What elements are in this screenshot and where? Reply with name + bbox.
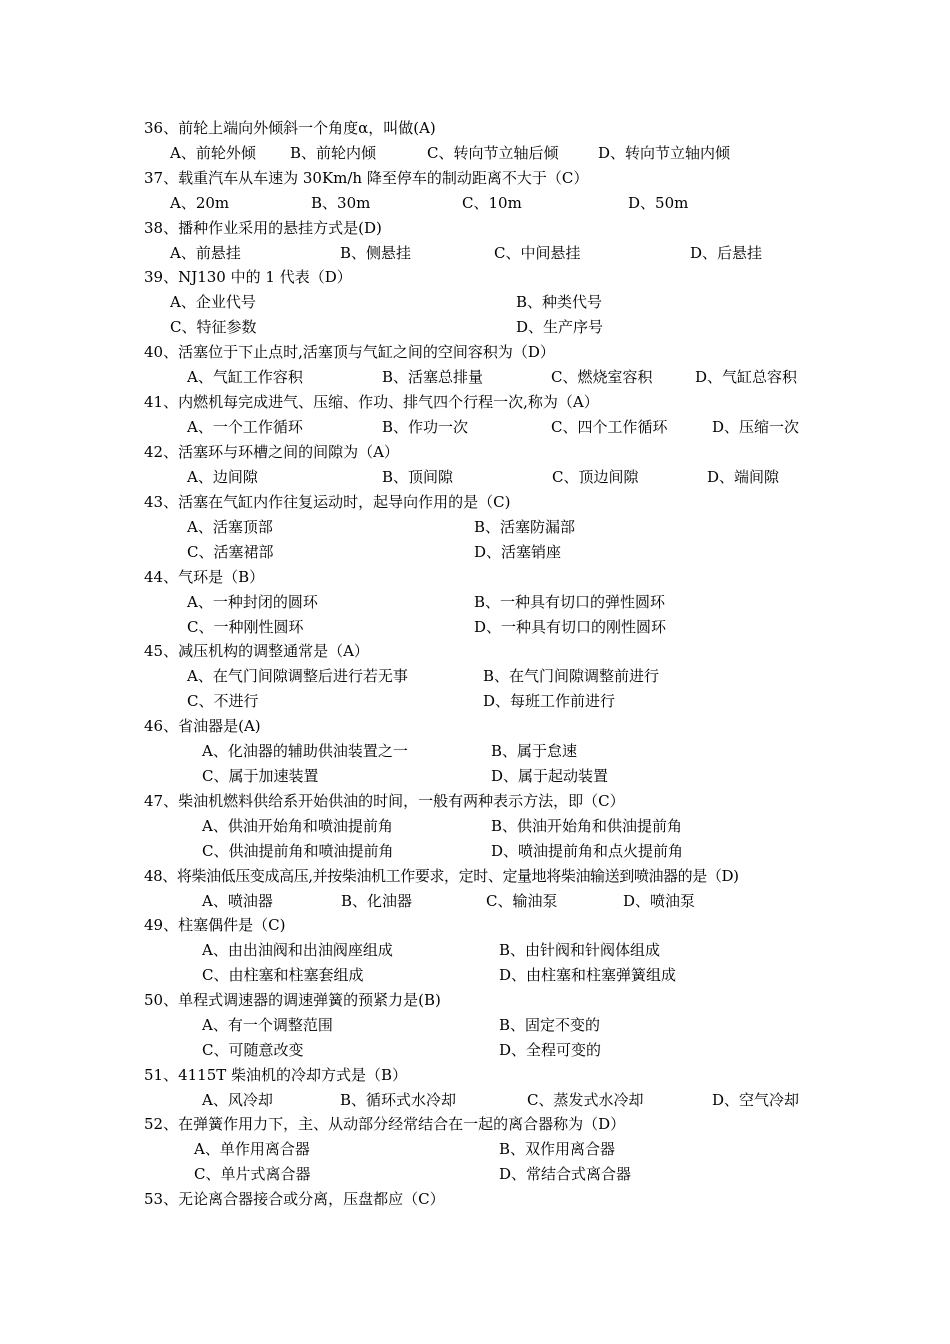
question-43: 43、活塞在气缸内作往复运动时，起导向作用的是（C): [144, 493, 511, 511]
option-45-b: B、在气门间隙调整前进行: [483, 667, 660, 685]
option-45-c: C、不进行: [187, 692, 259, 710]
question-50: 50、单程式调速器的调速弹簧的预紧力是(B): [144, 991, 441, 1009]
question-46: 46、省油器是(A): [144, 717, 261, 735]
option-36-c: C、转向节立轴后倾: [427, 144, 559, 162]
question-39: 39、NJ130 中的 1 代表（D）: [144, 268, 352, 286]
option-51-c: C、蒸发式水冷却: [527, 1091, 644, 1109]
question-41: 41、内燃机每完成进气、压缩、作功、排气四个行程一次,称为（A）: [144, 393, 599, 411]
question-49: 49、柱塞偶件是（C): [144, 916, 286, 934]
question-40: 40、活塞位于下止点时,活塞顶与气缸之间的空间容积为（D）: [144, 343, 555, 361]
option-41-c: C、四个工作循环: [551, 418, 668, 436]
question-53: 53、无论离合器接合或分离，压盘都应（C）: [144, 1190, 445, 1208]
option-50-d: D、全程可变的: [499, 1041, 602, 1059]
option-48-d: D、喷油泵: [623, 892, 696, 910]
option-38-b: B、侧悬挂: [340, 244, 412, 262]
option-44-b: B、一种具有切口的弹性圆环: [474, 593, 666, 611]
option-46-b: B、属于怠速: [491, 742, 578, 760]
option-49-a: A、由出油阀和出油阀座组成: [202, 941, 393, 959]
option-37-b: B、30m: [311, 194, 371, 212]
option-41-b: B、作功一次: [382, 418, 469, 436]
question-47: 47、柴油机燃料供给系开始供油的时间，一般有两种表示方法，即（C）: [144, 792, 625, 810]
option-37-d: D、50m: [628, 194, 689, 212]
option-48-a: A、喷油器: [202, 892, 273, 910]
option-41-a: A、一个工作循环: [187, 418, 303, 436]
option-38-d: D、后悬挂: [690, 244, 763, 262]
option-37-a: A、20m: [170, 194, 230, 212]
option-36-b: B、前轮内倾: [290, 144, 377, 162]
option-40-c: C、燃烧室容积: [551, 368, 653, 386]
option-43-d: D、活塞销座: [474, 543, 562, 561]
question-51: 51、4115T 柴油机的冷却方式是（B）: [144, 1066, 408, 1084]
option-36-a: A、前轮外倾: [170, 144, 256, 162]
option-39-d: D、生产序号: [516, 318, 604, 336]
option-47-d: D、喷油提前角和点火提前角: [491, 842, 684, 860]
option-49-b: B、由针阀和针阀体组成: [499, 941, 661, 959]
option-46-a: A、化油器的辅助供油装置之一: [202, 742, 408, 760]
question-36: 36、前轮上端向外倾斜一个角度α，叫做(A): [144, 119, 436, 137]
question-52: 52、在弹簧作用力下，主、从动部分经常结合在一起的离合器称为（D）: [144, 1115, 626, 1133]
option-40-b: B、活塞总排量: [382, 368, 484, 386]
option-52-c: C、单片式离合器: [194, 1165, 311, 1183]
option-39-c: C、特征参数: [170, 318, 257, 336]
option-45-a: A、在气门间隙调整后进行若无事: [187, 667, 408, 685]
option-45-d: D、每班工作前进行: [483, 692, 616, 710]
option-43-a: A、活塞顶部: [187, 518, 273, 536]
option-44-c: C、一种刚性圆环: [187, 618, 304, 636]
option-38-c: C、中间悬挂: [494, 244, 581, 262]
question-38: 38、播种作业采用的悬挂方式是(D): [144, 219, 382, 237]
question-48: 48、将柴油低压变成高压,并按柴油机工作要求，定时、定量地将柴油输送到喷油器的是（D): [144, 867, 739, 885]
option-43-c: C、活塞裙部: [187, 543, 274, 561]
option-37-c: C、10m: [462, 194, 522, 212]
option-48-b: B、化油器: [341, 892, 413, 910]
option-51-b: B、循环式水冷却: [340, 1091, 457, 1109]
option-38-a: A、前悬挂: [170, 244, 241, 262]
option-41-d: D、压缩一次: [712, 418, 800, 436]
option-46-d: D、属于起动装置: [491, 767, 609, 785]
option-52-b: B、双作用离合器: [499, 1140, 616, 1158]
option-44-a: A、一种封闭的圆环: [187, 593, 318, 611]
option-47-b: B、供油开始角和供油提前角: [491, 817, 683, 835]
option-52-d: D、常结合式离合器: [499, 1165, 632, 1183]
option-42-a: A、边间隙: [187, 468, 258, 486]
option-39-b: B、种类代号: [516, 293, 603, 311]
option-40-d: D、气缸总容积: [695, 368, 798, 386]
option-47-a: A、供油开始角和喷油提前角: [202, 817, 393, 835]
option-49-c: C、由柱塞和柱塞套组成: [202, 966, 364, 984]
option-39-a: A、企业代号: [170, 293, 256, 311]
question-37: 37、载重汽车从车速为 30Km/h 降至停车的制动距离不大于（C）: [144, 169, 589, 187]
question-45: 45、减压机构的调整通常是（A）: [144, 642, 369, 660]
option-48-c: C、输油泵: [486, 892, 558, 910]
option-51-d: D、空气冷却: [712, 1091, 800, 1109]
option-44-d: D、一种具有切口的刚性圆环: [474, 618, 667, 636]
option-50-a: A、有一个调整范围: [202, 1016, 333, 1034]
option-49-d: D、由柱塞和柱塞弹簧组成: [499, 966, 677, 984]
option-51-a: A、风冷却: [202, 1091, 273, 1109]
option-40-a: A、气缸工作容积: [187, 368, 303, 386]
option-42-b: B、顶间隙: [382, 468, 454, 486]
option-36-d: D、转向节立轴内倾: [598, 144, 731, 162]
option-46-c: C、属于加速装置: [202, 767, 319, 785]
option-50-c: C、可随意改变: [202, 1041, 304, 1059]
option-50-b: B、固定不变的: [499, 1016, 601, 1034]
question-44: 44、气环是（B）: [144, 568, 265, 586]
option-42-c: C、顶边间隙: [552, 468, 639, 486]
option-42-d: D、端间隙: [707, 468, 780, 486]
question-42: 42、活塞环与环槽之间的间隙为（A）: [144, 443, 399, 461]
option-52-a: A、单作用离合器: [194, 1140, 310, 1158]
option-47-c: C、供油提前角和喷油提前角: [202, 842, 394, 860]
option-43-b: B、活塞防漏部: [474, 518, 576, 536]
